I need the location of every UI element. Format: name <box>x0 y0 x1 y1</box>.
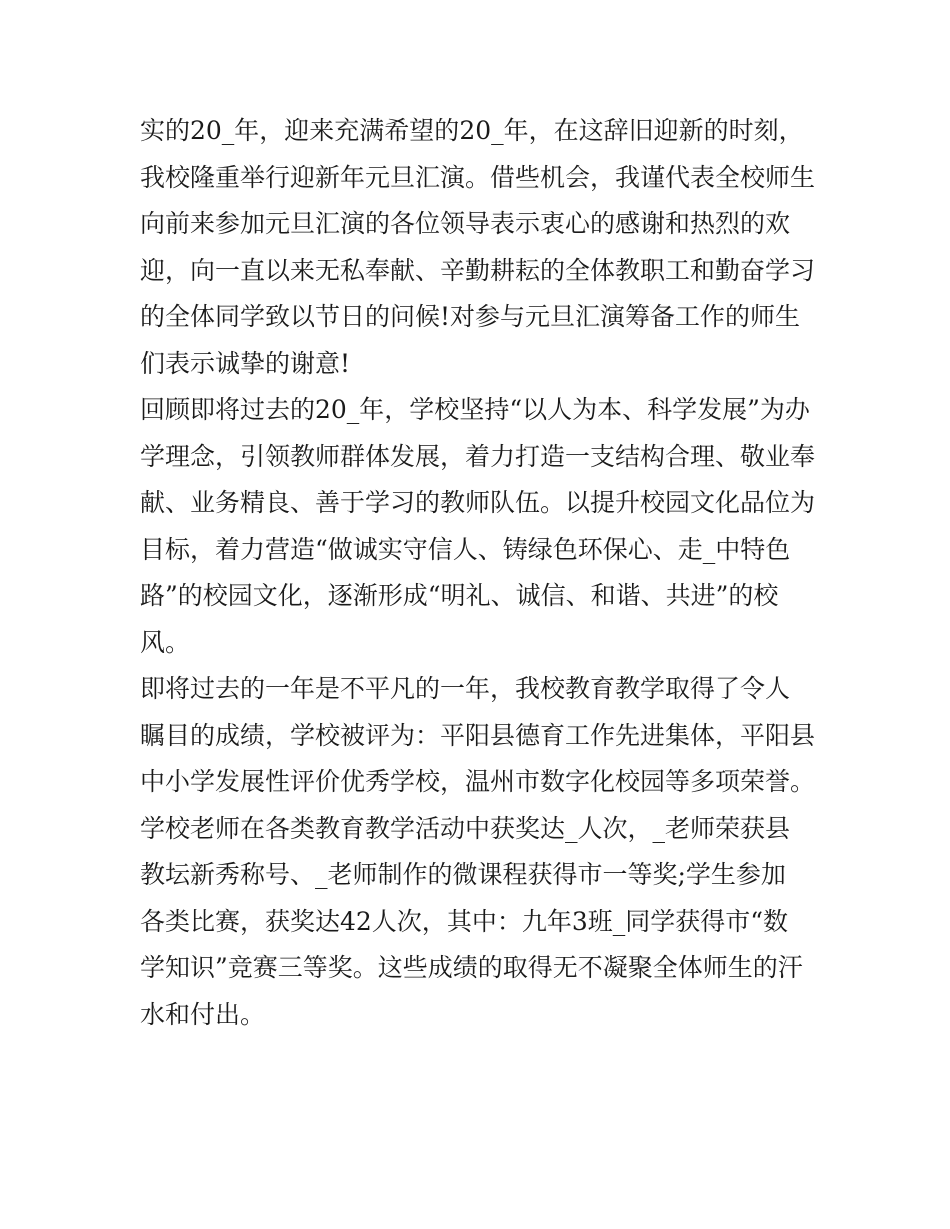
text-line: 献、业务精良、善于学习的教师队伍。以提升校园文化品位为 <box>140 488 816 517</box>
text-line: 学理念，引领教师群体发展，着力打造一支结构合理、敬业奉 <box>140 441 816 471</box>
text-line: 回顾即将过去的20_年，学校坚持“以人为本、科学发展”为办 <box>140 395 810 424</box>
text-line: 各类比赛，获奖达42人次，其中：九年3班_同学获得市“数 <box>140 906 789 936</box>
text-line: 教坛新秀称号、_老师制作的微课程获得市一等奖;学生参加 <box>140 860 786 889</box>
text-line: 路”的校园文化，逐渐形成“明礼、诚信、和谐、共进”的校 <box>140 581 779 610</box>
body-text <box>140 108 830 1038</box>
text-line: 水和付出。 <box>140 999 266 1029</box>
text-line: 中小学发展性评价优秀学校，温州市数字化校园等多项荣誉。 <box>140 767 816 796</box>
text-line: 学知识”竞赛三等奖。这些成绩的取得无不凝聚全体师生的汗 <box>140 953 803 982</box>
text-line: 瞩目的成绩，学校被评为：平阳县德育工作先进集体，平阳县 <box>140 720 816 750</box>
text-line: 风。 <box>140 627 191 657</box>
text-line: 的全体同学致以节日的问候!对参与元旦汇演筹备工作的师生 <box>140 302 801 331</box>
text-line: 学校老师在各类教育教学活动中获奖达_人次，_老师荣获县 <box>140 813 791 843</box>
text-line: 向前来参加元旦汇演的各位领导表示衷心的感谢和热烈的欢 <box>140 209 791 238</box>
text-line: 实的20_年，迎来充满希望的20_年，在这辞旧迎新的时刻， <box>140 116 804 145</box>
text-line: 我校隆重举行迎新年元旦汇演。借些机会，我谨代表全校师生 <box>140 162 816 192</box>
text-line: 迎，向一直以来无私奉献、辛勤耕耘的全体教职工和勤奋学习 <box>140 255 816 285</box>
text-line: 们表示诚挚的谢意! <box>140 348 351 378</box>
text-line: 即将过去的一年是不平凡的一年，我校教育教学取得了令人 <box>140 674 791 703</box>
text-line: 目标，着力营造“做诚实守信人、铸绿色环保心、走_中特色 <box>140 534 791 564</box>
